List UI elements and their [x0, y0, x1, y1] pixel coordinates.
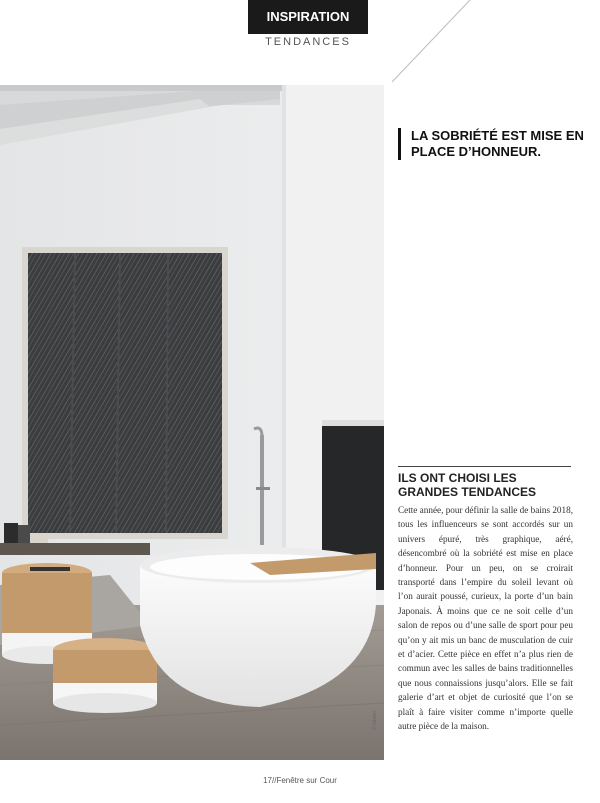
page-footer: 17//Fenêtre sur Cour: [263, 776, 337, 785]
article-column: [398, 466, 573, 734]
article-title-line-2: GRANDES TENDANCES: [398, 485, 537, 499]
subsection-label: TENDANCES: [265, 36, 351, 48]
photo-credit: © Inbani: [372, 711, 378, 730]
bathroom-illustration: [0, 85, 384, 760]
section-tag: INSPIRATION: [248, 0, 368, 34]
article-rule: [398, 466, 571, 467]
bathroom-photo: [0, 85, 384, 760]
article-title: [398, 471, 573, 499]
article-body: Cette année, pour définir la salle de bains 2018, tous les influenceurs se sont accordés sur un univers épuré, très graphique, aéré, désencombré où la sobriété est mise en place d’honneur. Pour un peu, on se croirait transporté dans l’empire du soleil levant où l’on aurait poussé, curieux, la porte d’un bain Japonais. À moins que ce ne soit celle d’un salon de repos ou d’une salle de sport pour peu qu’on y ait mis un banc de musculation de cuir et d’acier. Cette pièce en effet n’a plus rien de commun avec les salles de bains traditionnelles que nous connaissions jusqu’alors. Elle se fait galerie d’art et objet de curiosité que l’on se plaît à faire visiter comme n’importe quelle autre pièce de la maison.: [398, 505, 574, 732]
pull-quote: LA SOBRIÉTÉ EST MISE EN PLACE D’HONNEUR.: [398, 128, 591, 160]
article-title-line-1: ILS ONT CHOISI LES: [398, 471, 517, 485]
